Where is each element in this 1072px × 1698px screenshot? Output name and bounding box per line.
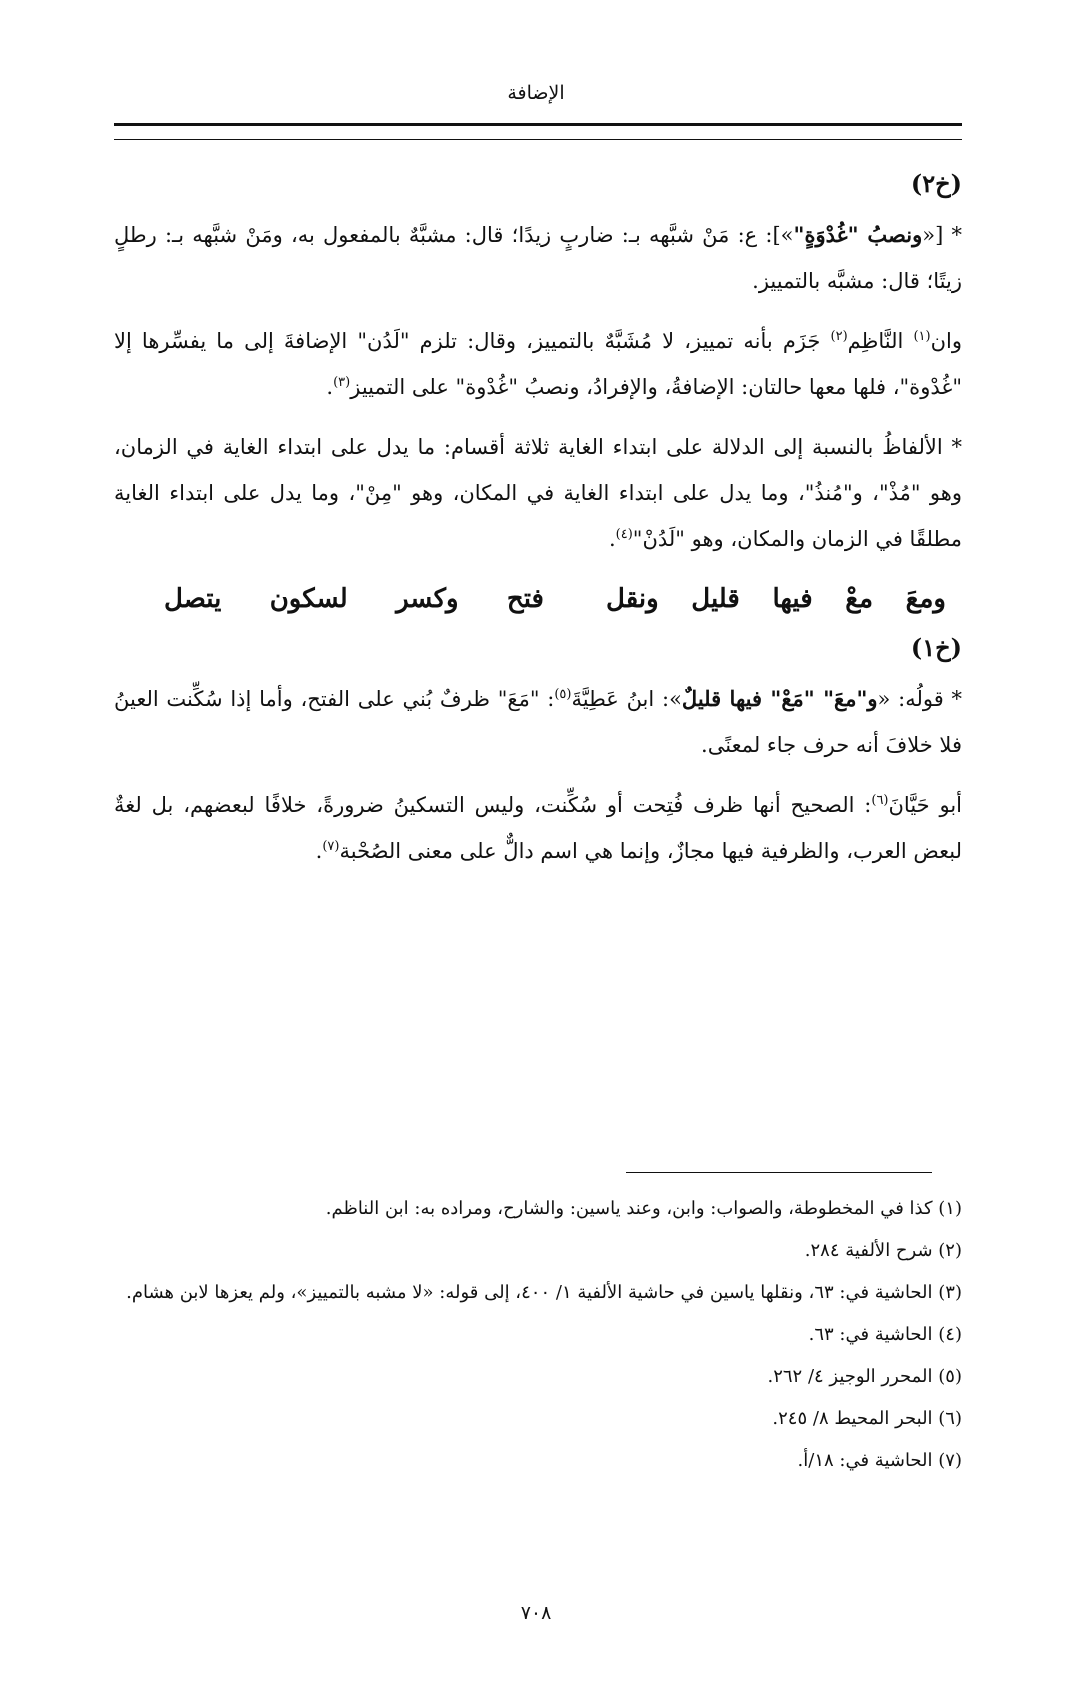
- footnotes: [114, 1188, 962, 1482]
- header-rule-thin: [114, 139, 962, 140]
- footnote-ref[interactable]: (٤): [615, 527, 633, 542]
- verse-second-hemistich: فتح وكسر لسكون يتصل: [164, 584, 544, 614]
- text-run: »]: [772, 223, 794, 247]
- footnote: (٥) المحرر الوجيز ٤/ ٢٦٢.: [767, 1366, 962, 1387]
- paragraph: [114, 318, 962, 410]
- text-run: النَّاظِم: [847, 329, 914, 353]
- manuscript-marker: (خ١): [910, 633, 962, 662]
- quoted-term: و"معَ" "مَعْ" فيها قليلٌ: [681, 686, 878, 711]
- main-text: [114, 160, 962, 880]
- footnote-separator: [626, 1172, 932, 1173]
- text-run: * الألفاظُ بالنسبة إلى الدلالة على ابتداء الغاية ثلاثة أقسام: ما يدل على ابتداء الغاية في الزمان، وهو "مُذْ"، و"مُنذُ"، وما يدل على ابتداء الغاية في المكان، وهو "مِنْ"، وما يدل على ابتداء الغاية مطلقًا في الزمان والمكان، وهو "لَدُنْ": [114, 435, 962, 551]
- verse-first-hemistich: ومعَ معْ فيها قليل ونقل: [606, 584, 946, 614]
- running-header: الإضافة: [507, 82, 565, 104]
- manuscript-marker: (خ٢): [910, 169, 962, 198]
- footnote: (٣) الحاشية في: ٦٣، ونقلها ياسين في حاشية الألفية ١/ ٤٠٠، إلى قوله: «لا مشبه بالتمييز»، ولم يعزها لابن هشام.: [126, 1282, 962, 1303]
- quoted-term: ونصبُ "غُدْوَةٍ": [793, 222, 923, 247]
- header-rule-thick: [114, 123, 962, 126]
- footnote: (٢) شرح الألفية ٢٨٤.: [804, 1240, 962, 1261]
- paragraph: [114, 782, 962, 874]
- paragraph: [114, 676, 962, 768]
- paragraph: [114, 212, 962, 304]
- footnote: (٤) الحاشية في: ٦٣.: [808, 1324, 962, 1345]
- text-run: جَزَم بأنه تمييز، لا مُشَبَّهٌ بالتمييز، وقال: تلزم "لَدُن" الإضافةَ إلى ما يفسِّرها إلا "غُدْوة"، فلها معها حالتان: الإضافةُ، والإفرادُ، ونصبُ "غُدْوة" على التمييز: [114, 329, 962, 399]
- text-run: »: ابنُ عَطِيَّةَ: [571, 687, 682, 711]
- footnote-ref[interactable]: (١): [913, 329, 931, 344]
- text-run: * [«: [922, 223, 962, 247]
- footnote-ref[interactable]: (٦): [871, 793, 889, 808]
- footnote-ref[interactable]: (٢): [830, 329, 848, 344]
- footnote: (٧) الحاشية في: ١٨/أ.: [797, 1450, 962, 1471]
- page-number: ٧٠٨: [520, 1602, 552, 1624]
- footnote-ref[interactable]: (٧): [322, 839, 340, 854]
- footnote-ref[interactable]: (٣): [333, 375, 351, 390]
- text-run: : الصحيح أنها ظرف فُتِحت أو سُكِّنت، وليس التسكينُ ضرورةً، خلافًا لبعضهم، بل لغةٌ لبعض العرب، والظرفية فيها مجازٌ، وإنما هي اسم دالٌّ على معنى الصُحْبة: [114, 793, 962, 863]
- text-run: .: [326, 375, 334, 399]
- text-run: وان: [930, 329, 962, 353]
- text-run: .: [608, 527, 616, 551]
- text-run: أبو حَيَّانَ: [888, 793, 962, 817]
- text-run: .: [315, 839, 323, 863]
- footnote-ref[interactable]: (٥): [554, 687, 572, 702]
- footnote: (١) كذا في المخطوطة، والصواب: وابن، وعند ياسين: والشارح، ومراده به: ابن الناظم.: [325, 1198, 962, 1219]
- text-run: * قولُه: «: [877, 687, 962, 711]
- footnote: (٦) البحر المحيط ٨/ ٢٤٥.: [772, 1408, 962, 1429]
- text-run: : ع: مَنْ شبَّهه بـ: ضاربٍ زيدًا؛ قال: مشبَّهٌ بالمفعول به، ومَنْ شبَّهه بـ: رطلٍ زيتًا؛ قال: مشبَّه بالتمييز.: [114, 223, 962, 293]
- poetry-verse: [164, 574, 946, 624]
- paragraph: [114, 424, 962, 562]
- text-run: : "مَعَ" ظرفٌ بُني على الفتح، وأما إذا سُكِّنت العينُ فلا خلافَ أنه حرف جاء لمعنًى.: [114, 687, 962, 757]
